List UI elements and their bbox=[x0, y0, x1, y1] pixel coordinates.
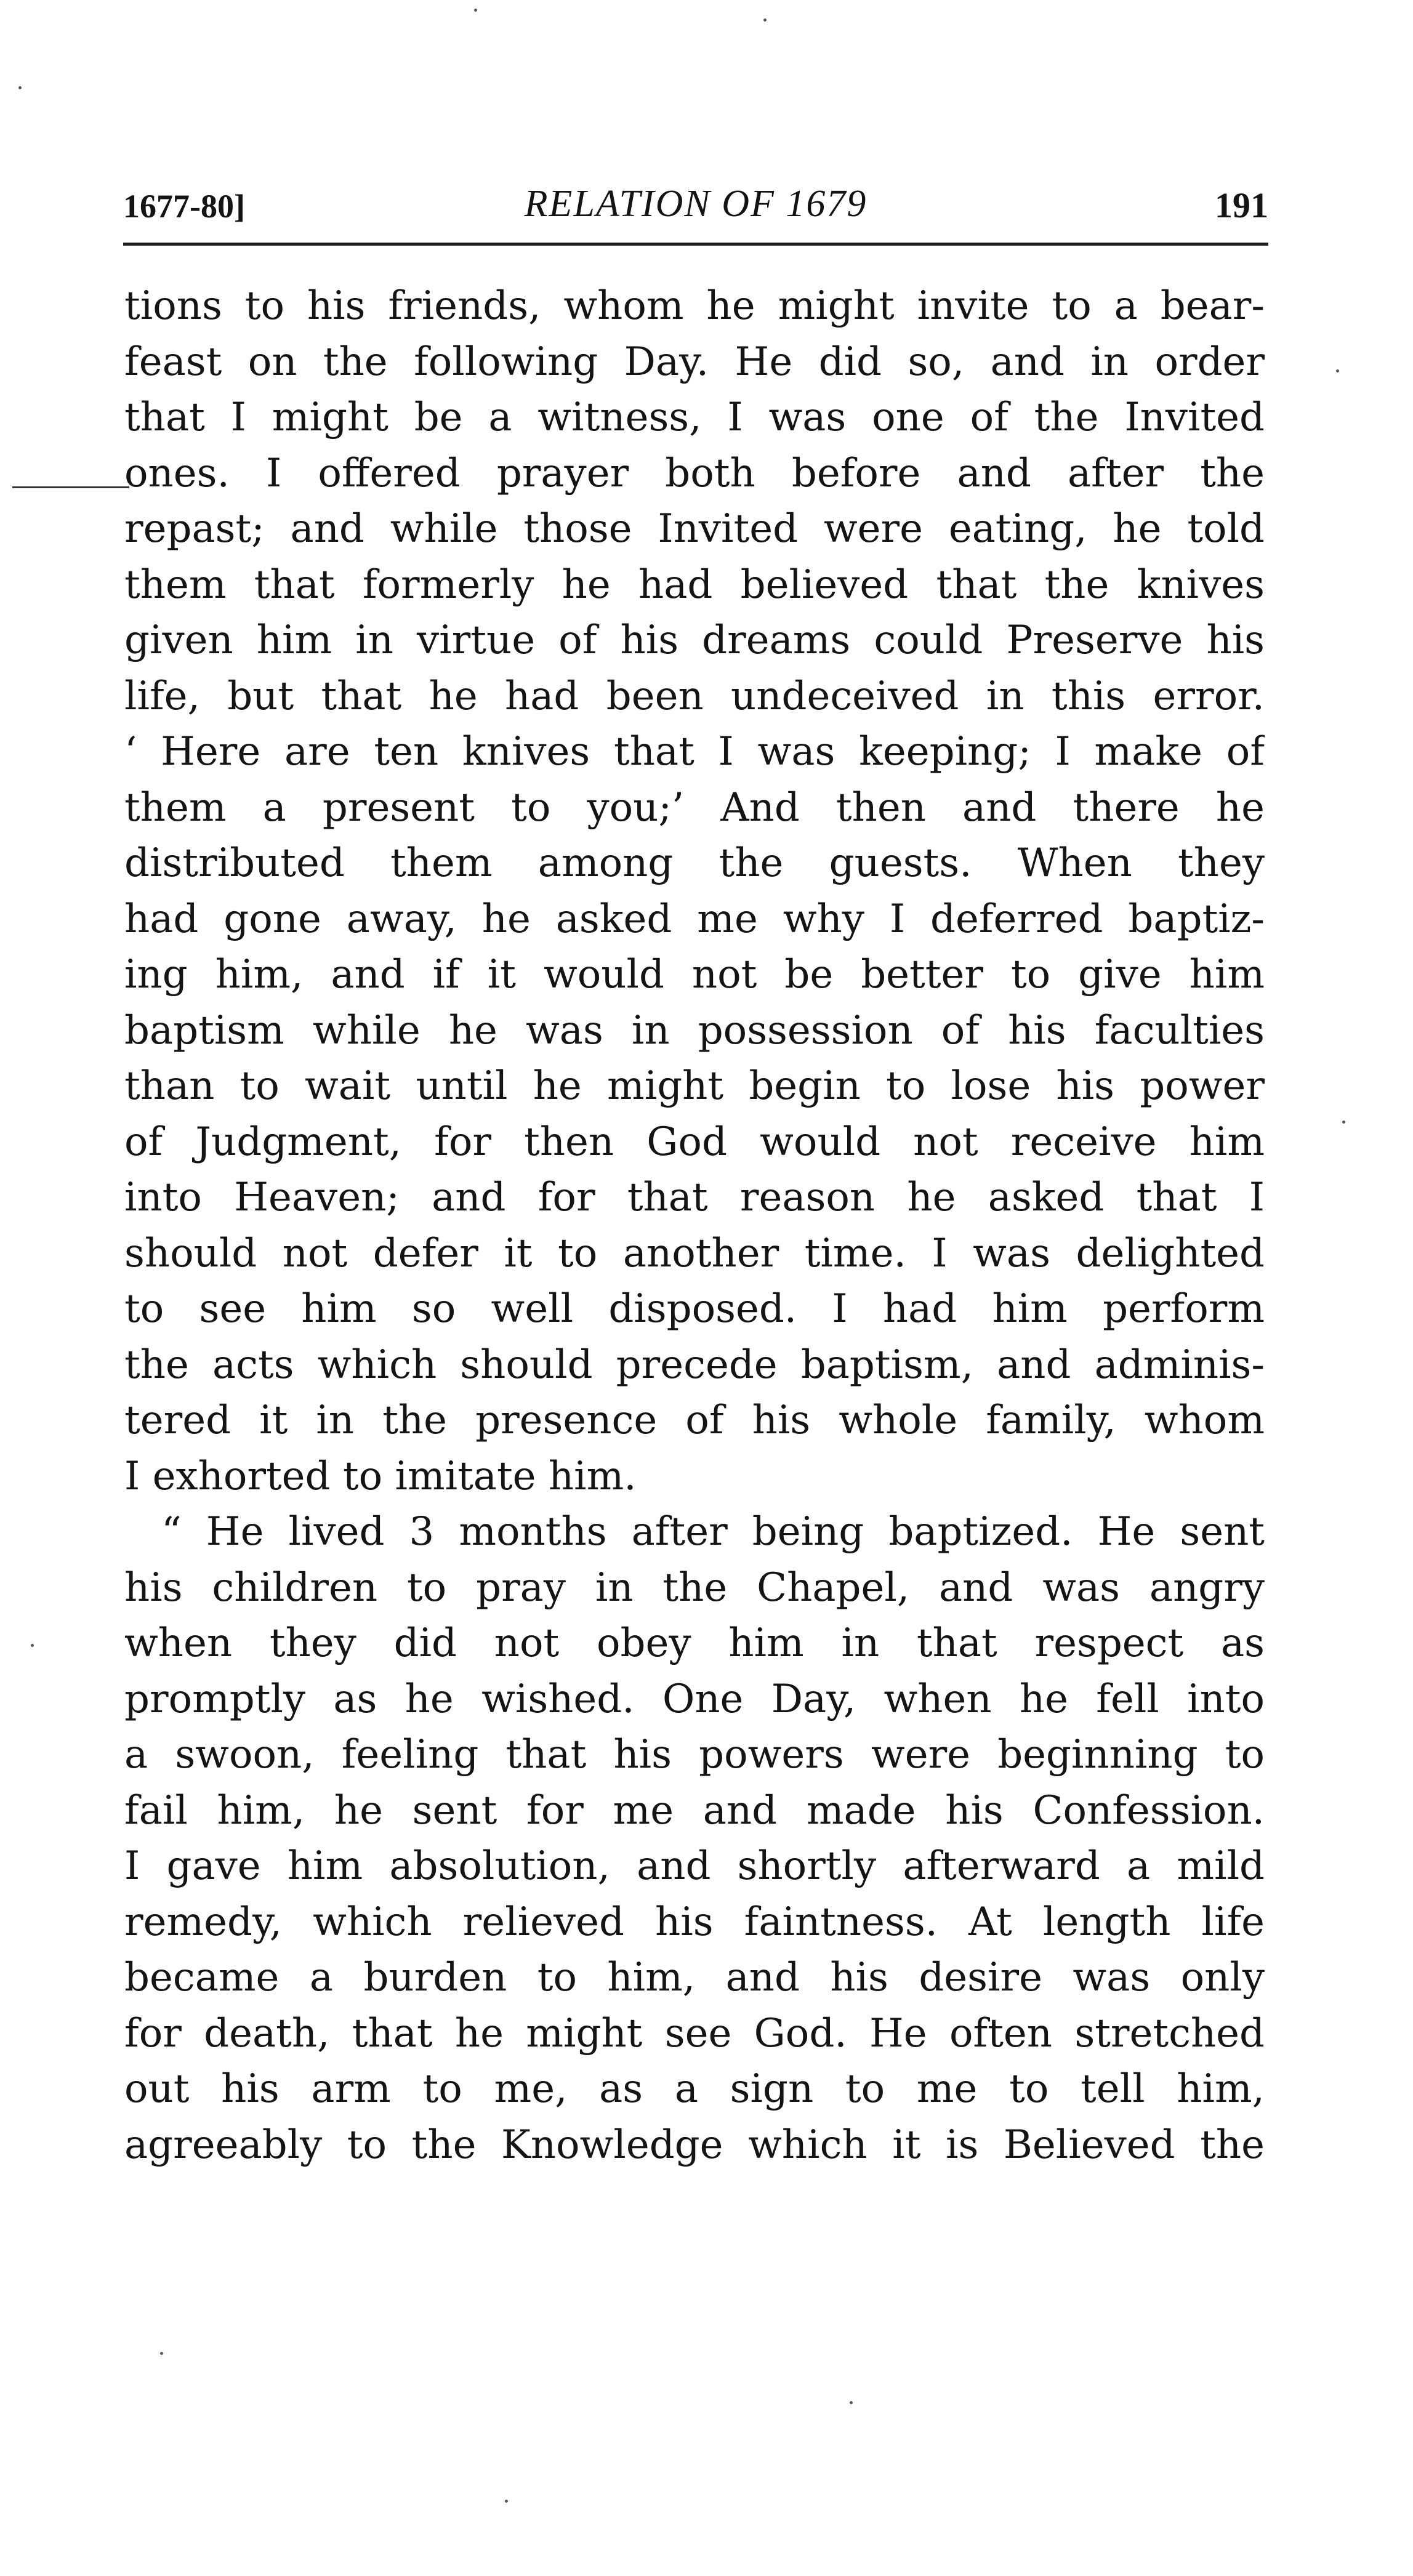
scan-speck bbox=[850, 2401, 853, 2404]
text-line: life, but that he had been undeceived in this error. bbox=[124, 673, 1265, 719]
text-line: agreeably to the Knowledge which it is Believed the bbox=[124, 2122, 1265, 2168]
text-line: should not defer it to another time. I was delighted bbox=[124, 1230, 1265, 1276]
text-line: for death, that he might see God. He often stretched bbox=[124, 2010, 1265, 2056]
scan-speck bbox=[18, 86, 22, 89]
text-line: given him in virtue of his dreams could Preserve his bbox=[124, 618, 1265, 663]
text-line: distributed them among the guests. When they bbox=[124, 840, 1265, 886]
text-line: tered it in the presence of his whole family, whom bbox=[124, 1398, 1265, 1443]
text-line: to see him so well disposed. I had him perform bbox=[124, 1286, 1265, 1332]
text-line: that I might be a witness, I was one of the Invited bbox=[124, 395, 1265, 440]
header-rule bbox=[123, 243, 1268, 246]
text-line: a swoon, feeling that his powers were beginning to bbox=[124, 1732, 1265, 1777]
scan-speck bbox=[763, 18, 767, 22]
text-line: ing him, and if it would not be better to give him bbox=[124, 952, 1265, 997]
scan-speck bbox=[160, 2352, 163, 2355]
scan-speck bbox=[505, 2500, 508, 2503]
scan-speck bbox=[1342, 1121, 1345, 1124]
running-head-year-range: 1677-80] bbox=[123, 188, 245, 225]
text-line: them a present to you;’ And then and there he bbox=[124, 784, 1265, 831]
text-line: ones. I offered prayer both before and after the bbox=[124, 450, 1265, 496]
text-line: ‘ Here are ten knives that I was keeping; I make of bbox=[124, 729, 1265, 775]
margin-pen-mark bbox=[12, 486, 129, 488]
text-line: became a burden to him, and his desire was only bbox=[124, 1955, 1265, 2000]
text-line: fail him, he sent for me and made his Confession. bbox=[124, 1787, 1265, 1833]
text-line: repast; and while those Invited were eating, he told bbox=[124, 506, 1265, 552]
paragraph-start-line: “ He lived 3 months after being baptized. He sent bbox=[161, 1509, 1265, 1555]
text-line: promptly as he wished. One Day, when he fell into bbox=[124, 1676, 1265, 1722]
page-number: 191 bbox=[1215, 185, 1268, 225]
text-line: remedy, which relieved his faintness. At length life bbox=[124, 1899, 1265, 1945]
paragraph-end-line: I exhorted to imitate him. bbox=[124, 1453, 637, 1499]
text-line: had gone away, he asked me why I deferred baptiz- bbox=[124, 896, 1265, 942]
scan-speck bbox=[474, 9, 477, 12]
text-line: than to wait until he might begin to lose his power bbox=[124, 1063, 1265, 1109]
body-text bbox=[124, 278, 1265, 2173]
text-line: I gave him absolution, and shortly afterward a mild bbox=[124, 1843, 1265, 1889]
running-head bbox=[123, 179, 1268, 234]
text-line: into Heaven; and for that reason he asked that I bbox=[124, 1175, 1265, 1220]
text-line: of Judgment, for then God would not receive him bbox=[124, 1119, 1265, 1165]
running-head-title: RELATION OF 1679 bbox=[524, 183, 868, 225]
text-line: when they did not obey him in that respect as bbox=[124, 1620, 1265, 1666]
text-line: his children to pray in the Chapel, and was angry bbox=[124, 1564, 1265, 1611]
scan-speck bbox=[31, 1644, 34, 1647]
text-line: tions to his friends, whom he might invite to a bear- bbox=[124, 283, 1265, 329]
text-line: baptism while he was in possession of his faculties bbox=[124, 1007, 1265, 1053]
scan-speck bbox=[1336, 369, 1339, 372]
text-line: the acts which should precede baptism, and adminis- bbox=[124, 1342, 1265, 1388]
text-line: them that formerly he had believed that the knives bbox=[124, 561, 1265, 608]
text-line: feast on the following Day. He did so, and in order bbox=[124, 339, 1265, 385]
text-line: out his arm to me, as a sign to me to tell him, bbox=[124, 2066, 1265, 2112]
